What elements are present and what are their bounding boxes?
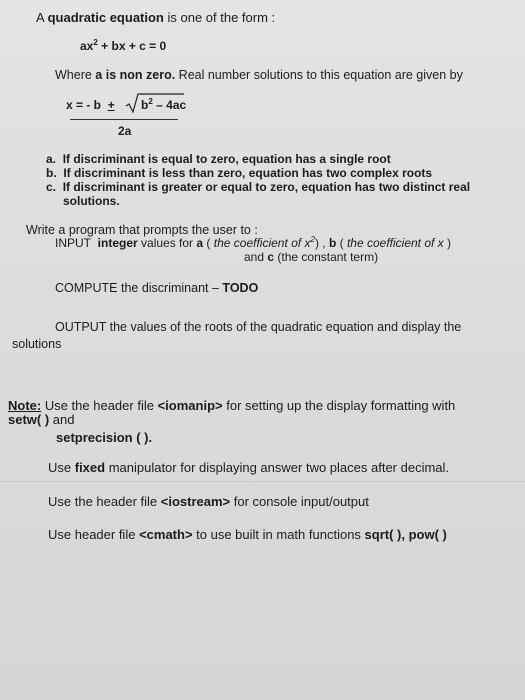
page-fold-divider bbox=[0, 481, 525, 482]
case-letter: c. bbox=[46, 180, 57, 194]
case-c-continued: solutions. bbox=[63, 194, 120, 208]
case-text: If discriminant is greater or equal to zero, equation has two distinct real bbox=[62, 180, 471, 194]
setprecision-function: setprecision ( ). bbox=[56, 430, 153, 445]
case-b bbox=[46, 166, 432, 181]
intro-bold: quadratic equation bbox=[47, 10, 164, 25]
cmath-line bbox=[48, 527, 447, 542]
case-text: If discriminant is less than zero, equation has two complex roots bbox=[63, 166, 433, 180]
input-text: values for bbox=[137, 236, 197, 250]
quadratic-form bbox=[80, 39, 166, 54]
iomanip-header: <iomanip> bbox=[157, 398, 223, 413]
intro-line bbox=[36, 10, 275, 25]
formula-plus-minus: + bbox=[107, 98, 115, 112]
case-c bbox=[46, 180, 470, 195]
todo-bold: TODO bbox=[222, 281, 259, 295]
write-program-line: Write a program that prompts the user to : bbox=[26, 223, 258, 237]
where-text-end: Real number solutions to this equation are given by bbox=[175, 68, 463, 82]
iostream-line bbox=[48, 494, 369, 509]
paren: ) bbox=[443, 236, 452, 250]
fraction-bar bbox=[70, 119, 178, 120]
formula-denominator: 2a bbox=[118, 124, 132, 138]
iostream-text-end: for console input/output bbox=[230, 494, 369, 509]
case-a bbox=[46, 152, 391, 167]
paren: ) , bbox=[314, 236, 329, 250]
intro-text-end: is one of the form : bbox=[163, 10, 276, 25]
compute-text: COMPUTE the discriminant – bbox=[55, 281, 223, 295]
input-bold: integer bbox=[97, 236, 138, 250]
constant-term-text: (the constant term) bbox=[274, 250, 379, 264]
note-text: Use the header file bbox=[41, 398, 158, 413]
setw-line bbox=[8, 412, 74, 427]
case-text: If discriminant is equal to zero, equation has a single root bbox=[62, 152, 391, 166]
radicand-b: b bbox=[141, 98, 149, 112]
input-b: b bbox=[328, 236, 337, 250]
math-functions: sqrt( ), pow( ) bbox=[364, 527, 447, 542]
note-label: Note: bbox=[8, 398, 42, 413]
and-c-line bbox=[244, 250, 378, 265]
iostream-text: Use the header file bbox=[48, 494, 161, 509]
where-text: Where bbox=[55, 68, 96, 82]
paren: ( bbox=[203, 236, 214, 250]
coef-x2-label: the coefficient of x bbox=[213, 236, 311, 250]
compute-line bbox=[55, 281, 258, 296]
input-label: INPUT bbox=[55, 236, 91, 250]
setw-text: and bbox=[49, 412, 75, 427]
and-text: and bbox=[244, 250, 268, 264]
paren: ( bbox=[336, 236, 347, 250]
output-line-continued: solutions bbox=[12, 337, 62, 351]
iostream-header: <iostream> bbox=[160, 494, 231, 509]
fixed-line bbox=[48, 460, 449, 475]
where-a: a bbox=[95, 68, 103, 82]
where-bold: is non zero. bbox=[105, 68, 176, 82]
eq-rest: + bx + c = 0 bbox=[97, 39, 167, 53]
eq-square: 2 bbox=[93, 38, 98, 47]
fixed-text: Use bbox=[48, 460, 75, 475]
setw-function: setw( ) bbox=[8, 412, 50, 427]
input-c: c bbox=[267, 250, 275, 264]
formula-radicand bbox=[141, 98, 186, 113]
cmath-text: Use header file bbox=[48, 527, 140, 542]
output-line: OUTPUT the values of the roots of the quadratic equation and display the bbox=[55, 320, 462, 334]
eq-ax: ax bbox=[80, 39, 94, 53]
input-a: a bbox=[196, 236, 204, 250]
intro-text: A bbox=[36, 10, 48, 25]
formula-x: x = - b bbox=[66, 98, 102, 112]
coef-x-label: the coefficient of x bbox=[346, 236, 444, 250]
cmath-text-mid: to use built in math functions bbox=[192, 527, 365, 542]
input-line bbox=[55, 236, 451, 251]
case-letter: a. bbox=[46, 152, 57, 166]
case-letter: b. bbox=[46, 166, 57, 180]
coef-x2-exp: 2 bbox=[310, 235, 315, 244]
fixed-manipulator: fixed bbox=[74, 460, 106, 475]
radicand-4ac: – 4ac bbox=[152, 98, 187, 112]
note-text-end: for setting up the display formatting with bbox=[222, 398, 456, 413]
where-line bbox=[55, 68, 463, 83]
formula-numerator bbox=[66, 98, 115, 113]
radicand-exp: 2 bbox=[148, 97, 153, 106]
cmath-header: <cmath> bbox=[139, 527, 193, 542]
fixed-text-end: manipulator for displaying answer two places after decimal. bbox=[105, 460, 450, 475]
note-line bbox=[8, 398, 455, 413]
